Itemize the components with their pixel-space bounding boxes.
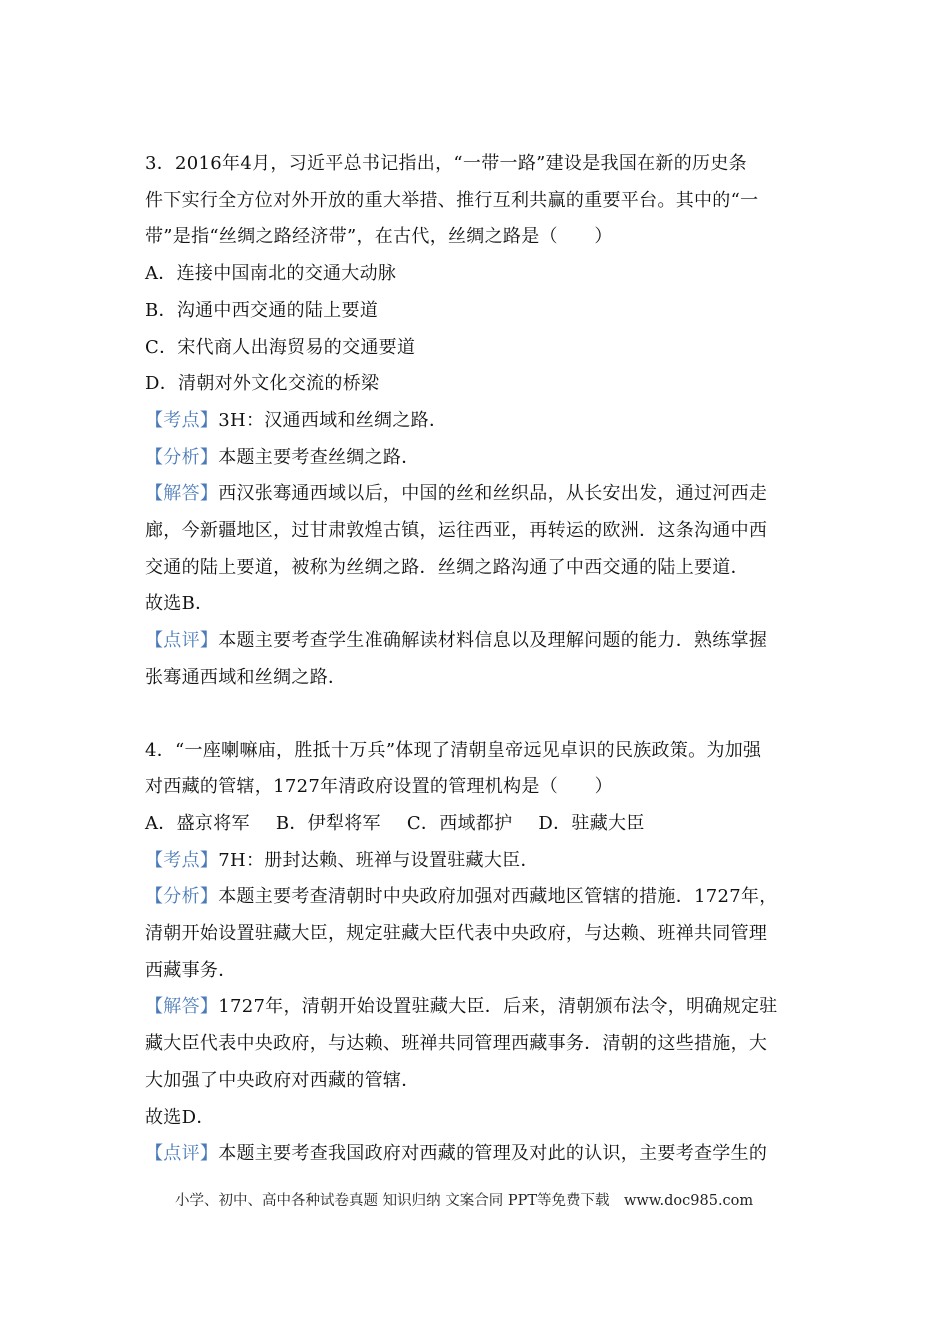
q3-dianping-line-1 <box>145 623 810 660</box>
q3-option-d: D．清朝对外文化交流的桥梁 <box>145 373 380 395</box>
q3-dianping-tag: 【点评】 <box>145 630 219 652</box>
q3-stem-line-3: 带”是指“丝绸之路经济带”，在古代，丝绸之路是（ ） <box>145 226 613 248</box>
q4-option-a: A．盛京将军 <box>145 812 250 834</box>
q3-stem-line-2: 件下实行全方位对外开放的重大举措、推行互利共赢的重要平台。其中的“一 <box>145 189 759 211</box>
q4-dianping-tag: 【点评】 <box>145 1143 219 1165</box>
q4-kaodian-tag: 【考点】 <box>145 849 219 871</box>
q4-option-b: B．伊犁将军 <box>275 812 381 834</box>
q4-stem-line-1: 4．“一座喇嘛庙，胜抵十万兵”体现了清朝皇帝远见卓识的民族政策。为加强 <box>145 739 762 761</box>
q4-fenxi-text-1: 本题主要考查清朝时中央政府加强对西藏地区管辖的措施．1727年， <box>218 886 778 908</box>
q3-jieda-text-1: 西汉张骞通西域以后，中国的丝和丝织品，从长安出发，通过河西走 <box>218 483 768 505</box>
q3-option-b: B．沟通中西交通的陆上要道 <box>145 299 379 321</box>
q3-kaodian-text: 3H：汉通西域和丝绸之路． <box>218 409 448 431</box>
page-footer: 小学、初中、高中各种试卷真题 知识归纳 文案合同 PPT等免费下载 www.doc985.com <box>175 1193 754 1209</box>
q3-jieda-line-3: 交通的陆上要道，被称为丝绸之路．丝绸之路沟通了中西交通的陆上要道． <box>145 556 749 578</box>
q4-jieda-line-3: 大加强了中央政府对西藏的管辖． <box>145 1069 420 1091</box>
q4-answer: 故选D． <box>145 1106 215 1128</box>
q4-fenxi-line-2: 清朝开始设置驻藏大臣，规定驻藏大臣代表中央政府，与达赖、班禅共同管理 <box>145 923 768 945</box>
q4-dianping-text: 本题主要考查我国政府对西藏的管理及对此的认识，主要考查学生的 <box>218 1143 768 1165</box>
q3-fenxi <box>145 440 810 477</box>
q4-dianping <box>145 1136 810 1173</box>
q3-fenxi-tag: 【分析】 <box>145 446 219 468</box>
q3-kaodian-tag: 【考点】 <box>145 409 219 431</box>
q4-kaodian <box>145 843 810 880</box>
q3-jieda-line-1 <box>145 476 810 513</box>
q4-jieda-line-2: 藏大臣代表中央政府，与达赖、班禅共同管理西藏事务．清朝的这些措施，大 <box>145 1033 768 1055</box>
q4-options <box>145 806 810 843</box>
q4-jieda-text-1: 1727年，清朝开始设置驻藏大臣．后来，清朝颁布法令，明确规定驻 <box>218 996 778 1018</box>
q3-stem-line-1: 3．2016年4月，习近平总书记指出，“一带一路”建设是我国在新的历史条 <box>145 153 747 174</box>
q3-fenxi-text: 本题主要考查丝绸之路． <box>218 446 420 468</box>
q4-kaodian-text: 7H：册封达赖、班禅与设置驻藏大臣． <box>218 849 539 871</box>
q3-option-c: C．宋代商人出海贸易的交通要道 <box>145 336 416 358</box>
q4-stem-line-2: 对西藏的管辖，1727年清政府设置的管理机构是（ ） <box>145 776 613 798</box>
q4-jieda-line-1 <box>145 989 810 1026</box>
question-spacer <box>145 697 810 733</box>
q3-dianping-text-1: 本题主要考查学生准确解读材料信息以及理解问题的能力．熟练掌握 <box>218 630 768 652</box>
q3-answer: 故选B． <box>145 593 214 615</box>
q4-fenxi-line-1 <box>145 879 810 916</box>
q4-jieda-tag: 【解答】 <box>145 996 219 1018</box>
q3-kaodian <box>145 403 810 440</box>
q4-fenxi-line-3: 西藏事务． <box>145 959 237 981</box>
document-body <box>145 146 810 1173</box>
q3-dianping-line-2: 张骞通西域和丝绸之路． <box>145 666 347 688</box>
q4-fenxi-tag: 【分析】 <box>145 886 219 908</box>
q3-jieda-line-2: 廊，今新疆地区，过甘肃敦煌古镇，运往西亚，再转运的欧洲．这条沟通中西 <box>145 520 768 542</box>
q3-option-a: A．连接中国南北的交通大动脉 <box>145 263 397 285</box>
q3-jieda-tag: 【解答】 <box>145 483 219 505</box>
q4-option-c: C．西域都护 <box>406 812 513 834</box>
q4-option-d: D．驻藏大臣 <box>538 812 645 834</box>
